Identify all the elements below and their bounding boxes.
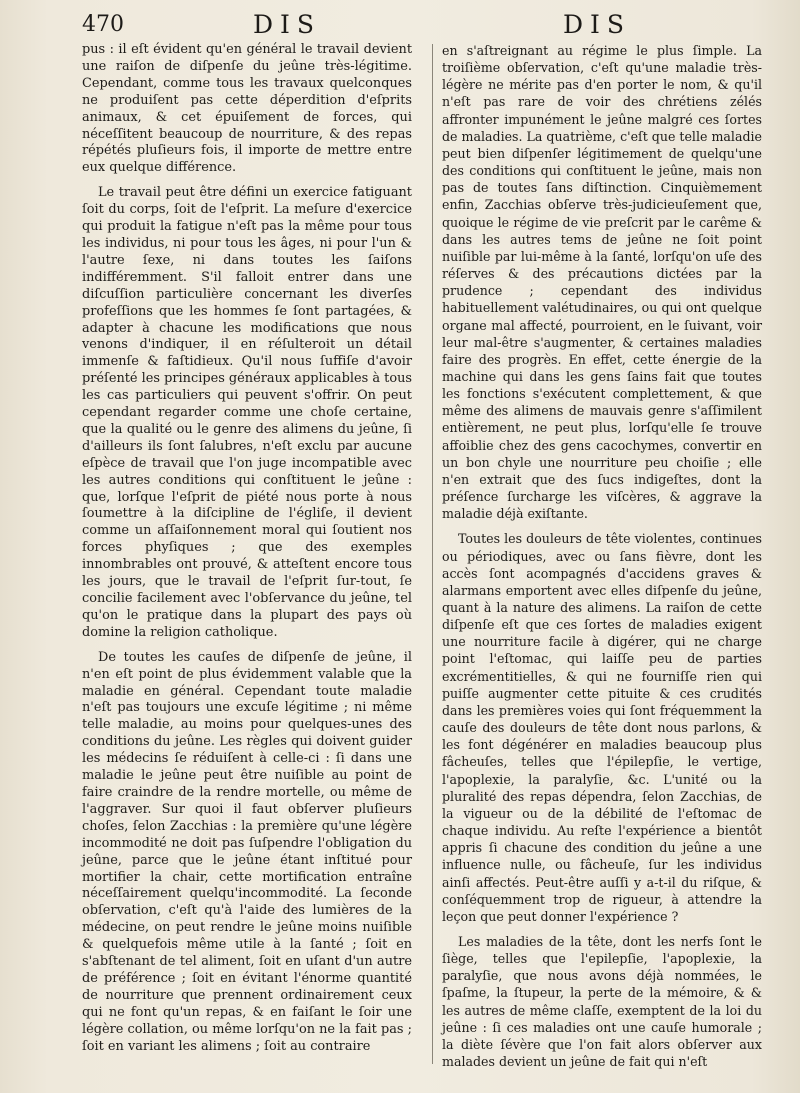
paragraph: Les maladies de la tête, dont les nerfs ſont le ſiège, telles que l'epilepſie, l'apoplexie, la paralyſie, que nous avons déjà nommées, le ſpaſme, la ſtupeur, la perte de la mémoire, & & les autres de même claſſe, exemptent de la loi du jeûne : ſi ces maladies ont une cauſe humorale ; la diète ſévère que l'on fait alors obſerver aux malades devient un jeûne de fait qui n'eſt — [442, 933, 762, 1070]
paragraph: Le travail peut être défini un exercice fatiguant ſoit du corps, ſoit de l'eſprit. La meſure d'exercice qui produit la fatigue n'eſt pas la même pour tous les individus, ni pour tous les âges, ni pour l'un & l'autre ſexe, ni dans toutes les ſaiſons indifféremment. S'il falloit entrer dans une diſcuſſion particulière concernant les diverſes profeſſions que les hommes ſe ſont partagées, & adapter à chacune les modifications que nous venons d'indiquer, il en réſulteroit un détail immenſe & faſtidieux. Qu'il nous ſuffiſe d'avoir préſenté les principes généraux applicables à tous les cas particuliers qui peuvent s'offrir. On peut cependant regarder comme une choſe certaine, que la qualité ou le genre des alimens du jeûne, ſi d'ailleurs ils ſont ſalubres, n'eſt exclu par aucune eſpèce de travail que l'on juge incompatible avec les autres conditions qui conſtituent le jeûne : que, lorſque l'eſprit de piété nous porte à nous ſoumettre à la diſcipline de l'égliſe, il devient comme un aſſaiſonnement moral qui ſoutient nos forces phyſiques ; que des exemples innombrables ont prouvé, & atteſtent encore tous les jours, que le travail de l'eſprit ſur-tout, ſe concilie facilement avec l'obſervance du jeûne, tel qu'on le pratique dans la plupart des pays où domine la religion catholique. — [82, 185, 412, 640]
running-head-left: DIS — [253, 10, 322, 39]
right-column — [442, 42, 762, 1078]
page-header — [0, 6, 800, 38]
paragraph: Toutes les douleurs de tête violentes, continues ou périodiques, avec ou ſans fièvre, dont les accès ſont acompagnés d'accidens graves & alarmans emportent avec elles diſpenſe du jeûne, quant à la nature des alimens. La raiſon de cette diſpenſe eſt que ces ſortes de maladies exigent une nourriture facile à digérer, qui ne charge point l'eſtomac, qui laiſſe peu de parties excrémentitielles, & qui ne fourniſſe rien qui puiſſe augmenter cette pituite & ces crudités dans les premières voies qui ſont fréquemment la cauſe des douleurs de tête dont nous parlons, & les font dégénérer en maladies beaucoup plus fâcheuſes, telles que l'épilepſie, le vertige, l'apoplexie, la paralyſie, &c. L'unité ou la pluralité des repas dépendra, ſelon Zacchias, de la vigueur ou de la débilité de l'eſtomac de chaque individu. Au reſte l'expérience a bientôt appris ſi chacune des condition du jeûne a une influence nulle, ou fâcheuſe, ſur les individus ainſi affectés. Peut-être auſſi y a-t-il du riſque, & conſéquemment trop de rigueur, à attendre la leçon que peut donner l'expérience ? — [442, 531, 762, 924]
paragraph: pus : il eſt évident qu'en général le travail devient une raiſon de diſpenſe du jeûne très-légitime. Cependant, comme tous les travaux quelconques ne produiſent pas cette déperdition d'eſprits animaux, & cet épuiſement de forces, qui néceſſitent beaucoup de nourriture, & des repas répétés pluſieurs fois, il importe de mettre entre eux quelque différence. — [82, 42, 412, 176]
paragraph: en s'aſtreignant au régime le plus ſimple. La troiſième obſervation, c'eſt qu'une maladie très-légère ne mérite pas d'en porter le nom, & qu'il n'eſt pas rare de voir des chrétiens zélés affronter impunément le jeûne malgré ces ſortes de maladies. La quatrième, c'eſt que telle maladie peut bien diſpenſer légitimement de quelqu'une des conditions qui conſtituent le jeûne, mais non pas de toutes ſans diſtinction. Cinquièmement enfin, Zacchias obſerve très-judicieuſement que, quoique le régime de vie preſcrit par le carême & dans les autres tems de jeûne ne ſoit point nuiſible par lui-même à la ſanté, lorſqu'on uſe des réſerves & des précautions dictées par la prudence ; cependant des individus habituellement valétudinaires, ou qui ont quelque organe mal affecté, pourroient, en le ſuivant, voir leur mal-être s'augmenter, & certaines maladies faire des progrès. En effet, cette énergie de la machine qui dans les gens ſains fait que toutes les fonctions s'exécutent complettement, & que même des alimens de mauvais genre s'aſſimilent entièrement, ne peut plus, lorſqu'elle ſe trouve affoiblie chez des gens cacochymes, convertir en un bon chyle une nourriture peu choiſie ; elle n'en extrait que des ſucs indigeſtes, dont la préſence ſurcharge les viſcères, & aggrave la maladie déjà exiſtante. — [442, 43, 762, 522]
left-column — [82, 42, 412, 1063]
page-number: 470 — [82, 12, 124, 37]
column-divider — [432, 44, 433, 1064]
paragraph: De toutes les cauſes de diſpenſe de jeûne, il n'en eſt point de plus évidemment valable que la maladie en général. Cependant toute maladie n'eſt pas toujours une excuſe légitime ; ni même telle maladie, au moins pour quelques-unes des conditions du jeûne. Les règles qui doivent guider les médecins ſe réduiſent à celle-ci : ſi dans une maladie le jeûne peut être nuiſible au point de faire craindre de la rendre mortelle, ou même de l'aggraver. Sur quoi il faut obſerver pluſieurs choſes, ſelon Zacchias : la première qu'une légère incommodité ne doit pas ſuſpendre l'obligation du jeûne, parce que le jeûne étant inſtitué pour mortifier la chair, cette mortification entraîne néceſſairement quelqu'incommodité. La ſeconde obſervation, c'eſt qu'à l'aide des lumières de la médecine, on peut rendre le jeûne moins nuiſible & quelquefois même utile à la ſanté ; ſoit en s'abſtenant de tel aliment, ſoit en uſant d'un autre de préférence ; ſoit en évitant l'énorme quantité de nourriture que prennent ordinairement ceux qui ne font qu'un repas, & en faiſant le ſoir une légère collation, ou même lorſqu'on ne la fait pas ; ſoit en variant les alimens ; ſoit au contraire — [82, 649, 412, 1054]
running-head-right: DIS — [563, 10, 632, 39]
